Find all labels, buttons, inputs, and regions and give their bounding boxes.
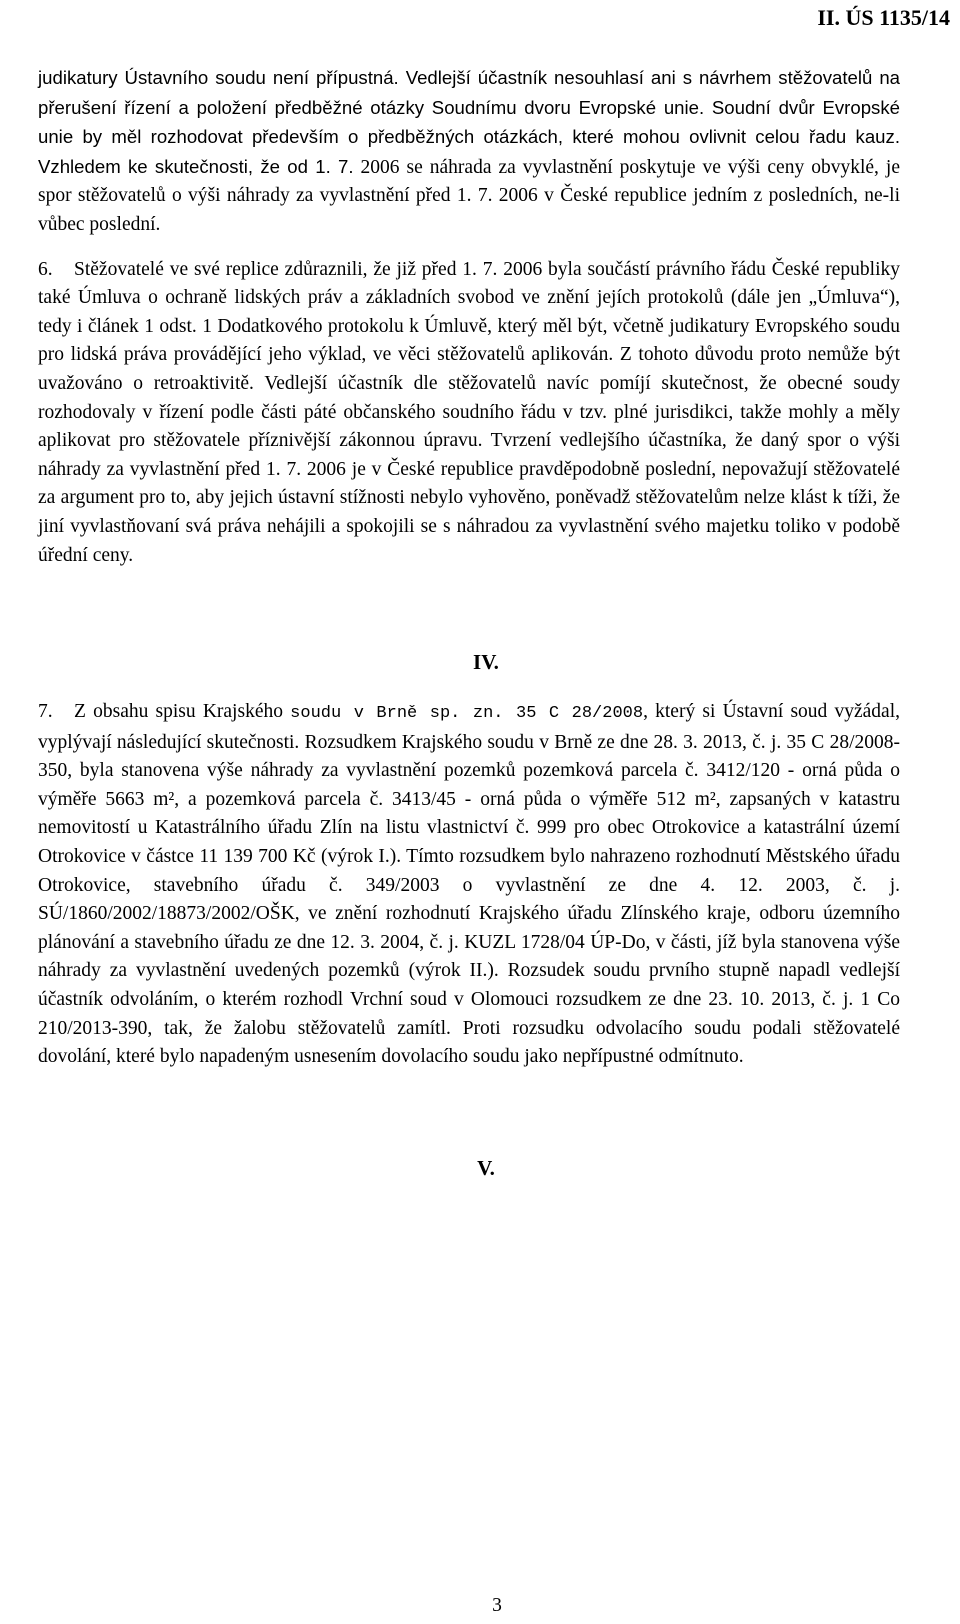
page-number: 3 bbox=[492, 1595, 502, 1616]
continuation-text-serif: 2006 se náhrada za vyvlastnění poskytuje ve výši ceny obvyklé, je spor stěžovatelů o výši náhrady za vyvlastnění před 1. 7. 2006 v České republice jedním z posledních, ne-li vůbec poslední. bbox=[38, 156, 900, 235]
document-reference: II. ÚS 1135/14 bbox=[817, 5, 950, 30]
paragraph-number: 7. bbox=[38, 701, 53, 723]
paragraph-6 bbox=[38, 256, 900, 571]
case-file-reference: soudu v Brně sp. zn. 35 C 28/2008 bbox=[290, 704, 644, 724]
paragraph-number: 6. bbox=[38, 258, 53, 280]
paragraph-7-prefix: Z obsahu spisu Krajského bbox=[74, 701, 291, 723]
section-heading-v: V. bbox=[477, 1155, 495, 1180]
continuation-paragraph bbox=[38, 64, 900, 240]
paragraph-6-text: Stěžovatelé ve své replice zdůraznili, že již před 1. 7. 2006 byla součástí právního řádu České republiky také Úmluva o ochraně lidských práv a základních svobod ve znění jejích protokolů (dále jen „Úmluva“), tedy i článek 1 odst. 1 Dodatkového protokolu k Úmluvě, který měl být, včetně judikatury Evropského soudu pro lidská práva provádějící jeho výklad, ve věci stěžovatelů aplikován. Z tohoto důvodu proto nemůže být uvažováno o retroaktivitě. Vedlejší účastník dle stěžovatelů navíc pomíjí skutečnost, že obecné soudy rozhodovaly v řízení podle části páté občanského soudního řádu v tzv. plné jurisdikci, takže mohly a měly aplikovat pro stěžovatele příznivější zákonnou úpravu. Tvrzení vedlejšího účastníka, že daný spor o výši náhrady za vyvlastnění před 1. 7. 2006 je v České republice pravděpodobně poslední, nepovažují stěžovatelé za argument pro to, aby jejich ústavní stížnosti nebylo vyhověno, poněvadž stěžovatelům nelze klást k tíži, že jiní vyvlastňovaní svá práva nehájili a spokojili se s náhradou za vyvlastnění svého majetku toliko v podobě úřední ceny. bbox=[38, 258, 900, 566]
section-heading-iv: IV. bbox=[473, 650, 499, 675]
document-body bbox=[38, 64, 900, 1182]
paragraph-7-text: , který si Ústavní soud vyžádal, vyplývají následující skutečnosti. Rozsudkem Krajského soudu v Brně ze dne 28. 3. 2013, č. j. 35 C 28/2008-350, byla stanovena výše náhrady za vyvlastnění pozemků pozemková parcela č. 3412/120 - orná půda o výměře 5663 m², a pozemková parcela č. 3413/45 - orná půda o výměře 512 m², zapsaných v katastru nemovitostí u Katastrálního úřadu Zlín na listu vlastnictví č. 999 pro obec Otrokovice a katastrální území Otrokovice v částce 11 139 700 Kč (výrok I.). Tímto rozsudkem bylo nahrazeno rozhodnutí Městského úřadu Otrokovice, stavebního úřadu č. 349/2003 o vyvlastnění ze dne 4. 12. 2003, č. j. SÚ/1860/2002/18873/2002/OŠK, ve znění rozhodnutí Krajského úřadu Zlínského kraje, odboru územního plánování a stavebního úřadu ze dne 12. 3. 2004, č. j. KUZL 1728/04 ÚP-Do, v části, jíž byla stanovena výše náhrady za vyvlastnění uvedených pozemků (výrok II.). Rozsudek soudu prvního stupně napadl vedlejší účastník odvoláním, o kterém rozhodl Vrchní soud v Olomouci rozsudkem ze dne 23. 10. 2013, č. j. 1 Co 210/2013-390, tak, že žalobu stěžovatelů zamítl. Proti rozsudku odvolacího soudu podali stěžovatelé dovolání, které bylo napadeným usnesením dovolacího soudu jako nepřípustné odmítnuto. bbox=[38, 701, 900, 1068]
continuation-text-sans: judikatury Ústavního soudu není přípustná. Vedlejší účastník nesouhlasí ani s návrhem stěžovatelů na přerušení řízení a položení předběžné otázky Soudnímu dvoru Evropské unie. Soudní dvůr Evropské unie by měl rozhodovat především o předběžných otázkách, které mohou ovlivnit celou řadu kauz. Vzhledem ke skutečnosti, že od 1. 7. bbox=[38, 67, 900, 177]
paragraph-7 bbox=[38, 698, 900, 1072]
